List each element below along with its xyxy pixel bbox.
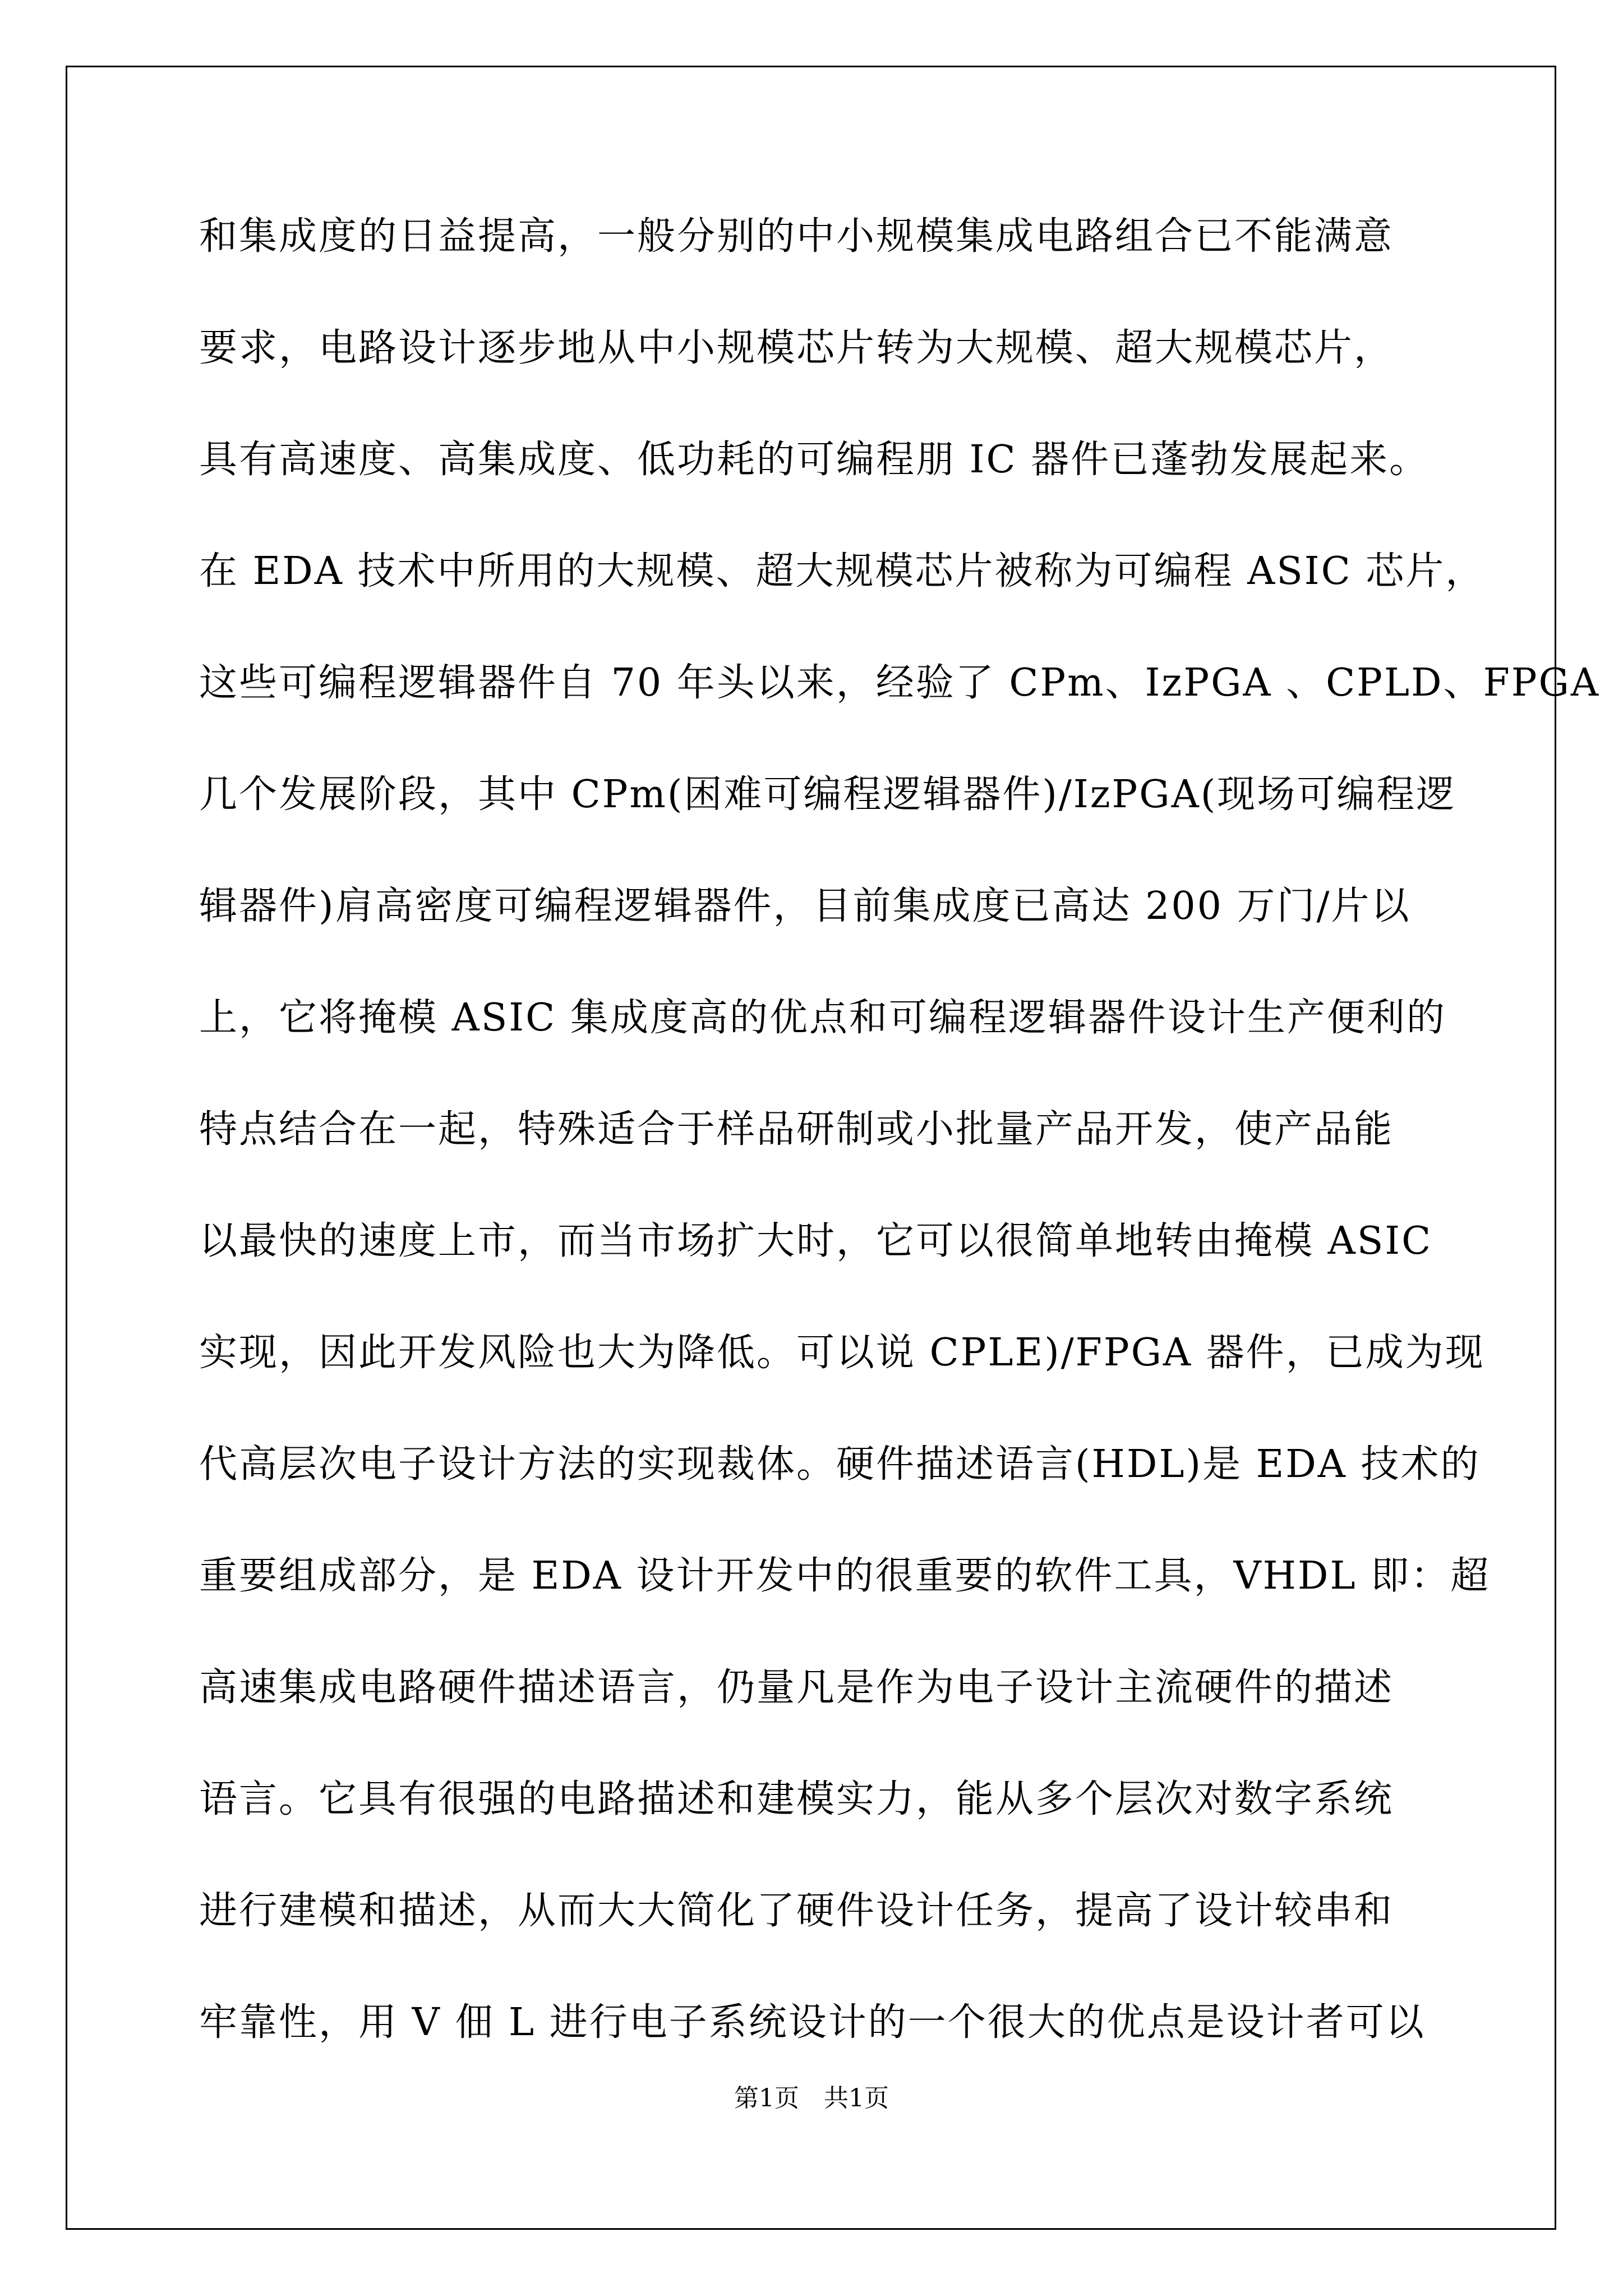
text-line: 特点结合在一起，特殊适合于样品研制或小批量产品开发，使产品能 bbox=[199, 1107, 1394, 1152]
text-line: 几个发展阶段，其中 CPm(困难可编程逻辑器件)/IzPGA(现场可编程逻 bbox=[199, 772, 1456, 817]
text-line: 高速集成电路硬件描述语言，仍量凡是作为电子设计主流硬件的描述 bbox=[199, 1665, 1394, 1710]
text-line: 语言。它具有很强的电路描述和建模实力，能从多个层次对数字系统 bbox=[199, 1777, 1394, 1821]
text-line: 上，它将掩模 ASIC 集成度高的优点和可编程逻辑器件设计生产便利的 bbox=[199, 996, 1446, 1040]
text-line: 进行建模和描述，从而大大简化了硬件设计任务，提高了设计较串和 bbox=[199, 1889, 1394, 1933]
document-body bbox=[199, 214, 1600, 2115]
page-number-footer: 第1页 共1页 bbox=[734, 2084, 889, 2113]
text-line: 具有高速度、高集成度、低功耗的可编程朋 IC 器件已蓬勃发展起来。 bbox=[199, 438, 1430, 482]
text-line: 重要组成部分，是 EDA 设计开发中的很重要的软件工具，VHDL 即：超 bbox=[199, 1554, 1491, 1598]
text-line: 在 EDA 技术中所用的大规模、超大规模芯片被称为可编程 ASIC 芯片， bbox=[199, 549, 1486, 593]
text-line: 代高层次电子设计方法的实现裁体。硬件描述语言(HDL)是 EDA 技术的 bbox=[199, 1442, 1481, 1487]
text-line: 和集成度的日益提高，一般分别的中小规模集成电路组合已不能满意 bbox=[199, 214, 1394, 259]
text-line: 这些可编程逻辑器件自 70 年头以来，经验了 CPm、IzPGA 、CPLD、FPGA bbox=[199, 661, 1600, 705]
text-line: 辑器件)肩高密度可编程逻辑器件，目前集成度已高达 200 万门/片以 bbox=[199, 884, 1411, 928]
text-line: 以最快的速度上市，而当市场扩大时，它可以很简单地转由掩模 ASIC bbox=[199, 1219, 1433, 1263]
text-line: 实现，因此开发风险也大为降低。可以说 CPLE)/FPGA 器件，已成为现 bbox=[199, 1331, 1485, 1375]
text-line: 牢靠性，用 V 佃 L 进行电子系统设计的一个很大的优点是设计者可以 bbox=[199, 2000, 1426, 2045]
text-line: 要求，电路设计逐步地从中小规模芯片转为大规模、超大规模芯片， bbox=[199, 326, 1394, 370]
